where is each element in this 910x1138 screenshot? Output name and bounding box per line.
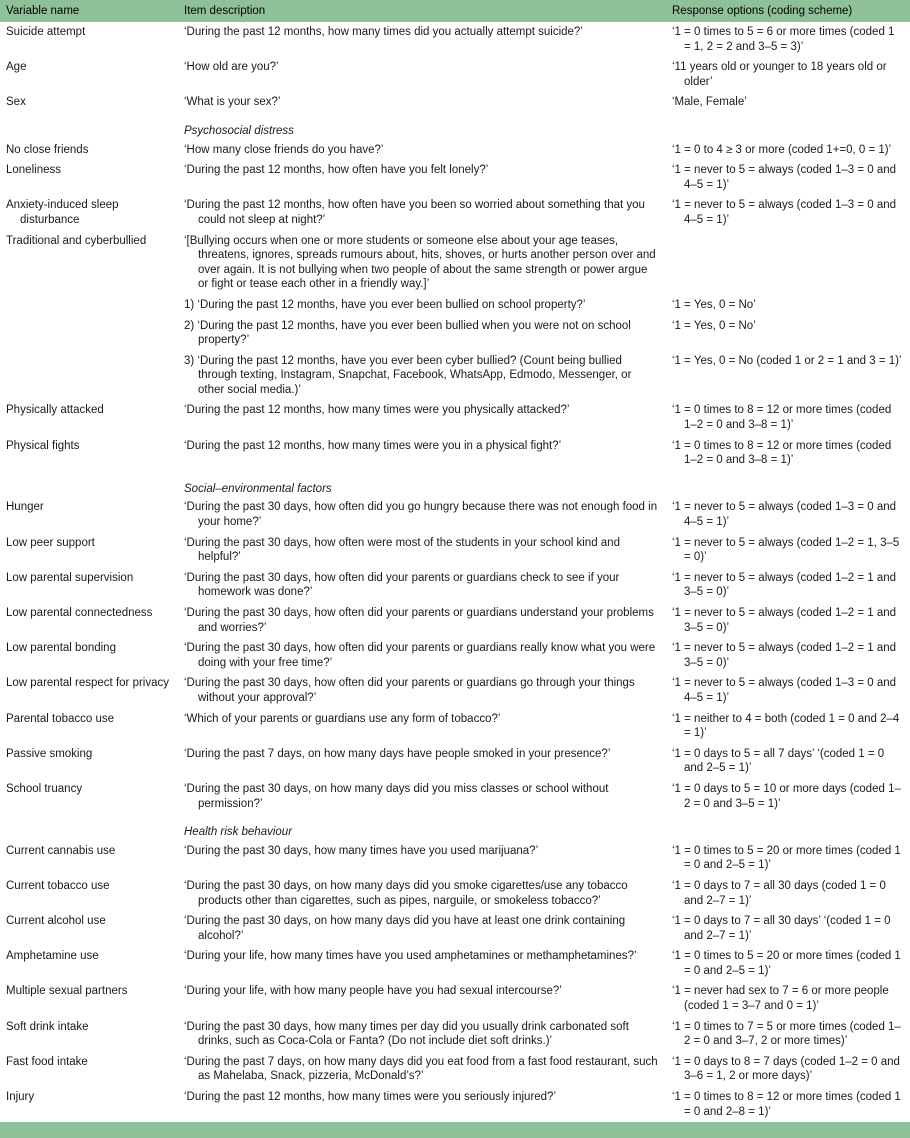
table-row bbox=[0, 638, 910, 673]
response-options-text: ‘1 = Yes, 0 = No’ bbox=[672, 319, 756, 332]
response-options-text: ‘1 = 0 to 4 ≥ 3 or more (coded 1+=0, 0 = 1)’ bbox=[672, 143, 892, 156]
cell-response-options bbox=[666, 140, 910, 161]
cell-response-options bbox=[666, 231, 910, 295]
cell-item-description bbox=[178, 140, 666, 161]
cell-response-options bbox=[666, 436, 910, 471]
cell-item-description bbox=[178, 295, 666, 316]
cell-response-options bbox=[666, 603, 910, 638]
item-description-text: ‘During the past 12 months, how many times were you in a physical fight?’ bbox=[184, 439, 562, 452]
cell-variable-name bbox=[0, 497, 178, 532]
table-row bbox=[0, 533, 910, 568]
response-options-text: ‘1 = neither to 4 = both (coded 1 = 0 and 2–4 = 1)’ bbox=[672, 712, 900, 740]
section-title bbox=[178, 113, 666, 140]
variable-name-text: Low parental bonding bbox=[6, 642, 116, 655]
table-row bbox=[0, 497, 910, 532]
cell-item-description bbox=[178, 841, 666, 876]
response-options-text: ‘1 = never to 5 = always (coded 1–3 = 0 and 4–5 = 1)’ bbox=[672, 677, 897, 704]
table-body bbox=[0, 22, 910, 1123]
variable-name-text: Soft drink intake bbox=[6, 1020, 89, 1033]
table-row bbox=[0, 195, 910, 230]
item-description-text: ‘Which of your parents or guardians use any form of tobacco?’ bbox=[184, 712, 501, 725]
response-options-text: ‘1 = 0 days to 5 = all 7 days’ ‘(coded 1 = 0 and 2–5 = 1)’ bbox=[672, 747, 885, 775]
cell-item-description bbox=[178, 1087, 666, 1122]
response-options-text: ‘1 = 0 times to 5 = 20 or more times (coded 1 = 0 and 2–5 = 1)’ bbox=[672, 844, 901, 872]
table-row bbox=[0, 1017, 910, 1052]
response-options-text: ‘1 = 0 times to 5 = 6 or more times (coded 1 = 1, 2 = 2 and 3–5 = 3)’ bbox=[672, 26, 895, 53]
item-description-text: ‘During the past 12 months, how many times did you actually attempt suicide?’ bbox=[184, 26, 583, 38]
cell-variable-name bbox=[0, 1017, 178, 1052]
table-row bbox=[0, 160, 910, 195]
table-row bbox=[0, 876, 910, 911]
cell-item-description bbox=[178, 911, 666, 946]
cell-variable-name bbox=[0, 195, 178, 230]
response-options-text: ‘1 = never to 5 = always (coded 1–2 = 1, 3–5 = 0)’ bbox=[672, 536, 900, 564]
cell-response-options bbox=[666, 400, 910, 435]
item-description-text: ‘During the past 30 days, how often did your parents or guardians check to see if your homework was done?’ bbox=[184, 571, 620, 599]
response-options-text: ‘1 = never to 5 = always (coded 1–3 = 0 and 4–5 = 1)’ bbox=[672, 501, 897, 529]
cell-variable-name bbox=[0, 981, 178, 1016]
cell-response-options bbox=[666, 351, 910, 401]
response-options-text: ‘1 = never to 5 = always (coded 1–3 = 0 and 4–5 = 1)’ bbox=[672, 199, 897, 226]
cell-item-description bbox=[178, 316, 666, 351]
cell-response-options bbox=[666, 744, 910, 779]
table-row bbox=[0, 140, 910, 161]
table-row bbox=[0, 779, 910, 814]
item-description-text: ‘During the past 30 days, how many times have you used marijuana?’ bbox=[184, 844, 539, 857]
cell-variable-name bbox=[0, 400, 178, 435]
cell-response-options bbox=[666, 911, 910, 946]
variable-name-text: Current alcohol use bbox=[6, 915, 106, 928]
variable-name-text: Low parental supervision bbox=[6, 571, 134, 584]
cell-response-options bbox=[666, 92, 910, 113]
item-description-text: ‘During the past 30 days, how often did you go hungry because there was not enough food in your home?’ bbox=[184, 501, 658, 529]
variable-name-text: Multiple sexual partners bbox=[6, 985, 128, 998]
cell-item-description bbox=[178, 673, 666, 708]
cell-response-options bbox=[666, 841, 910, 876]
cell-response-options bbox=[666, 673, 910, 708]
item-description-text: ‘How many close friends do you have?’ bbox=[184, 143, 384, 156]
item-description-text: ‘During the past 30 days, how many times per day did you usually drink carbonated soft drinks, such as Coca-Cola or Fanta? (Do not include diet soft drinks.)’ bbox=[184, 1020, 629, 1048]
response-options-text: ‘1 = Yes, 0 = No’ bbox=[672, 298, 756, 311]
cell-variable-name bbox=[0, 603, 178, 638]
cell-item-description bbox=[178, 57, 666, 92]
item-description-text: ‘During the past 30 days, on how many days did you miss classes or school without permission?’ bbox=[184, 782, 609, 810]
cell-variable-name bbox=[0, 316, 178, 351]
cell-response-options bbox=[666, 709, 910, 744]
cell-variable-name bbox=[0, 779, 178, 814]
cell-response-options bbox=[666, 1017, 910, 1052]
variable-name-text: Low parental respect for privacy bbox=[6, 677, 169, 690]
table-header bbox=[0, 1, 910, 22]
cell-item-description bbox=[178, 638, 666, 673]
item-description-text: ‘During the past 30 days, on how many days did you have at least one drink containing alcohol?’ bbox=[184, 915, 626, 942]
item-description-text: ‘During the past 30 days, how often did your parents or guardians really know what you were doing with your free time?’ bbox=[184, 642, 656, 669]
section-spacer-cell-right bbox=[666, 113, 910, 140]
response-options-text: ‘1 = never to 5 = always (coded 1–2 = 1 and 3–5 = 0)’ bbox=[672, 642, 897, 669]
cell-variable-name bbox=[0, 946, 178, 981]
cell-variable-name bbox=[0, 351, 178, 401]
response-options-text: ‘1 = Yes, 0 = No (coded 1 or 2 = 1 and 3 = 1)’ bbox=[672, 354, 902, 367]
cell-item-description bbox=[178, 497, 666, 532]
response-options-text: ‘1 = 0 times to 8 = 12 or more times (coded 1–2 = 0 and 3–8 = 1)’ bbox=[672, 439, 892, 467]
variable-name-text: Sex bbox=[6, 96, 26, 109]
table-row bbox=[0, 231, 910, 295]
response-options-text: ‘1 = never to 5 = always (coded 1–2 = 1 and 3–5 = 0)’ bbox=[672, 607, 897, 634]
table-row bbox=[0, 436, 910, 471]
response-options-text: ‘1 = 0 days to 7 = all 30 days (coded 1 = 0 and 2–7 = 1)’ bbox=[672, 879, 886, 907]
response-options-text: ‘1 = 0 days to 8 = 7 days (coded 1–2 = 0 and 3–6 = 1, 2 or more days)’ bbox=[672, 1055, 900, 1083]
cell-variable-name bbox=[0, 57, 178, 92]
cell-response-options bbox=[666, 195, 910, 230]
cell-item-description bbox=[178, 436, 666, 471]
cell-item-description bbox=[178, 603, 666, 638]
table-row bbox=[0, 568, 910, 603]
response-options-text: ‘1 = 0 times to 8 = 12 or more times (coded 1 = 0 and 2–8 = 1)’ bbox=[672, 1091, 901, 1118]
cell-item-description bbox=[178, 981, 666, 1016]
cell-item-description bbox=[178, 160, 666, 195]
variable-name-text: Amphetamine use bbox=[6, 950, 99, 963]
table-row bbox=[0, 981, 910, 1016]
cell-item-description bbox=[178, 779, 666, 814]
item-description-text: ‘During the past 12 months, how many times were you physically attacked?’ bbox=[184, 404, 570, 417]
variable-name-text: Current tobacco use bbox=[6, 879, 110, 892]
item-description-text: ‘During your life, with how many people have you had sexual intercourse?’ bbox=[184, 985, 562, 998]
response-options-text: ‘1 = 0 days to 7 = all 30 days’ ‘(coded 1 = 0 and 2–7 = 1)’ bbox=[672, 915, 891, 942]
section-title-text: Psychosocial distress bbox=[184, 124, 294, 137]
variable-name-text: Hunger bbox=[6, 501, 44, 514]
section-spacer-cell-right bbox=[666, 814, 910, 841]
cell-item-description bbox=[178, 351, 666, 401]
item-description-text: ‘During the past 12 months, how often have you been so worried about something that you could not sleep at night?’ bbox=[184, 199, 645, 226]
variable-name-text: Injury bbox=[6, 1091, 35, 1104]
table-row bbox=[0, 1052, 910, 1087]
cell-response-options bbox=[666, 1052, 910, 1087]
cell-variable-name bbox=[0, 911, 178, 946]
cell-variable-name bbox=[0, 231, 178, 295]
cell-response-options bbox=[666, 316, 910, 351]
cell-variable-name bbox=[0, 568, 178, 603]
response-options-text: ‘1 = never to 5 = always (coded 1–3 = 0 and 4–5 = 1)’ bbox=[672, 164, 897, 191]
item-description-text: ‘During the past 30 days, how often did your parents or guardians go through your things without your approval?’ bbox=[184, 677, 635, 704]
cell-item-description bbox=[178, 22, 666, 58]
table-row bbox=[0, 92, 910, 113]
variable-name-text: School truancy bbox=[6, 782, 83, 795]
response-options-text: ‘11 years old or younger to 18 years old or older’ bbox=[672, 61, 887, 88]
cell-item-description bbox=[178, 1052, 666, 1087]
variable-name-text: Physically attacked bbox=[6, 404, 104, 417]
cell-response-options bbox=[666, 57, 910, 92]
cell-item-description bbox=[178, 92, 666, 113]
cell-variable-name bbox=[0, 295, 178, 316]
item-description-text: ‘During the past 7 days, on how many days did you eat food from a fast food restaurant, such as Mahelaba, Snack, pizzeria, McDonald’s?’ bbox=[184, 1055, 658, 1083]
cell-response-options bbox=[666, 946, 910, 981]
cell-variable-name bbox=[0, 1087, 178, 1122]
response-options-text: ‘1 = 0 days to 5 = 10 or more days (coded 1–2 = 0 and 3–5 = 1)’ bbox=[672, 782, 901, 810]
cell-response-options bbox=[666, 638, 910, 673]
cell-response-options bbox=[666, 22, 910, 58]
variable-name-text: Low peer support bbox=[6, 536, 95, 549]
cell-response-options bbox=[666, 295, 910, 316]
cell-response-options bbox=[666, 568, 910, 603]
item-description-text: 2) ‘During the past 12 months, have you ever been bullied when you were not on school property?’ bbox=[184, 319, 631, 347]
section-spacer-cell-right bbox=[666, 471, 910, 498]
variable-name-text: Parental tobacco use bbox=[6, 712, 115, 725]
cell-response-options bbox=[666, 497, 910, 532]
table-row bbox=[0, 295, 910, 316]
cell-response-options bbox=[666, 1087, 910, 1122]
item-description-text: ‘During the past 30 days, how often were most of the students in your school kind and helpful?’ bbox=[184, 536, 620, 564]
table-row bbox=[0, 744, 910, 779]
section-title-text: Health risk behaviour bbox=[184, 826, 293, 839]
cell-variable-name bbox=[0, 673, 178, 708]
cell-variable-name bbox=[0, 160, 178, 195]
item-description-text: ‘How old are you?’ bbox=[184, 61, 279, 74]
column-header-item-description: Item description bbox=[178, 1, 666, 22]
table-row bbox=[0, 400, 910, 435]
variable-name-text: Traditional and cyberbullied bbox=[6, 234, 147, 247]
variable-name-text: Physical fights bbox=[6, 439, 80, 452]
table-row bbox=[0, 911, 910, 946]
table-row bbox=[0, 603, 910, 638]
section-header-row bbox=[0, 814, 910, 841]
variable-name-text: Low parental connectedness bbox=[6, 607, 153, 619]
cell-variable-name bbox=[0, 140, 178, 161]
item-description-text: ‘During the past 7 days, on how many days have people smoked in your presence?’ bbox=[184, 747, 611, 760]
section-title bbox=[178, 471, 666, 498]
section-header-row bbox=[0, 113, 910, 140]
column-header-variable-name: Variable name bbox=[0, 1, 178, 22]
section-spacer-cell bbox=[0, 113, 178, 140]
variable-name-text: Age bbox=[6, 61, 27, 74]
cell-variable-name bbox=[0, 841, 178, 876]
section-spacer-cell bbox=[0, 814, 178, 841]
response-options-text: ‘Male, Female’ bbox=[672, 96, 747, 109]
variable-name-text: Current cannabis use bbox=[6, 844, 116, 857]
cell-variable-name bbox=[0, 1052, 178, 1087]
cell-variable-name bbox=[0, 709, 178, 744]
section-title bbox=[178, 814, 666, 841]
table-row bbox=[0, 57, 910, 92]
cell-variable-name bbox=[0, 92, 178, 113]
item-description-text: ‘During your life, how many times have you used amphetamines or methamphetamines?’ bbox=[184, 950, 637, 963]
response-options-text: ‘1 = 0 times to 7 = 5 or more times (coded 1–2 = 0 and 3–7, 2 or more times)’ bbox=[672, 1020, 901, 1048]
item-description-text: 1) ‘During the past 12 months, have you ever been bullied on school property?’ bbox=[184, 298, 586, 311]
cell-variable-name bbox=[0, 876, 178, 911]
item-description-text: ‘[Bullying occurs when one or more students or someone else about your age teases, threatens, ignores, spreads rumours about, hits, shoves, or hurts another person over and over again. It is not bullying when two people of about the same strength or power argue or fight or tease each other in a friendly way.]’ bbox=[184, 234, 656, 291]
item-description-text: ‘During the past 12 months, how often have you felt lonely?’ bbox=[184, 164, 489, 177]
cell-response-options bbox=[666, 876, 910, 911]
table-row bbox=[0, 351, 910, 401]
table-row bbox=[0, 22, 910, 58]
cell-item-description bbox=[178, 709, 666, 744]
cell-variable-name bbox=[0, 533, 178, 568]
cell-variable-name bbox=[0, 638, 178, 673]
response-options-text: ‘1 = 0 times to 8 = 12 or more times (coded 1–2 = 0 and 3–8 = 1)’ bbox=[672, 404, 892, 432]
cell-variable-name bbox=[0, 22, 178, 58]
response-options-text: ‘1 = never to 5 = always (coded 1–2 = 1 and 3–5 = 0)’ bbox=[672, 571, 897, 599]
variable-name-text: Loneliness bbox=[6, 164, 61, 177]
column-header-response-options: Response options (coding scheme) bbox=[666, 1, 910, 22]
item-description-text: ‘During the past 30 days, how often did your parents or guardians understand your problems and worries?’ bbox=[184, 607, 654, 634]
response-options-text: ‘1 = 0 times to 5 = 20 or more times (coded 1 = 0 and 2–5 = 1)’ bbox=[672, 950, 901, 977]
section-title-text: Social–environmental factors bbox=[184, 482, 332, 495]
cell-response-options bbox=[666, 533, 910, 568]
cell-variable-name bbox=[0, 436, 178, 471]
variable-name-text: No close friends bbox=[6, 143, 89, 156]
table-row bbox=[0, 946, 910, 981]
cell-item-description bbox=[178, 533, 666, 568]
table-row bbox=[0, 316, 910, 351]
cell-response-options bbox=[666, 981, 910, 1016]
cell-item-description bbox=[178, 1017, 666, 1052]
table-row bbox=[0, 841, 910, 876]
cell-item-description bbox=[178, 231, 666, 295]
response-options-text: ‘1 = never had sex to 7 = 6 or more people (coded 1 = 3–7 and 0 = 1)’ bbox=[672, 985, 889, 1013]
cell-response-options bbox=[666, 779, 910, 814]
cell-item-description bbox=[178, 195, 666, 230]
cell-variable-name bbox=[0, 744, 178, 779]
section-header-row bbox=[0, 471, 910, 498]
variable-name-text: Passive smoking bbox=[6, 747, 93, 760]
item-description-text: ‘During the past 12 months, how many times were you seriously injured?’ bbox=[184, 1091, 557, 1104]
cell-item-description bbox=[178, 568, 666, 603]
cell-item-description bbox=[178, 876, 666, 911]
variable-name-text: Suicide attempt bbox=[6, 26, 86, 38]
item-description-text: ‘What is your sex?’ bbox=[184, 96, 281, 109]
table-row bbox=[0, 709, 910, 744]
section-spacer-cell bbox=[0, 471, 178, 498]
table-row bbox=[0, 1087, 910, 1122]
table-row bbox=[0, 673, 910, 708]
variable-name-text: Anxiety-induced sleep disturbance bbox=[6, 199, 119, 226]
item-description-text: 3) ‘During the past 12 months, have you ever been cyber bullied? (Count being bullied through texting, Instagram, Snapchat, Facebook, WhatsApp, Edmodo, Messenger, or other social media.)’ bbox=[184, 354, 632, 396]
cell-item-description bbox=[178, 400, 666, 435]
cell-item-description bbox=[178, 744, 666, 779]
variable-name-text: Fast food intake bbox=[6, 1055, 88, 1068]
table-header-row bbox=[0, 1, 910, 22]
cell-item-description bbox=[178, 946, 666, 981]
cell-response-options bbox=[666, 160, 910, 195]
item-description-text: ‘During the past 30 days, on how many days did you smoke cigarettes/use any tobacco products other than cigarettes, such as pipes, narguile, or smokeless tobacco?’ bbox=[184, 879, 628, 907]
